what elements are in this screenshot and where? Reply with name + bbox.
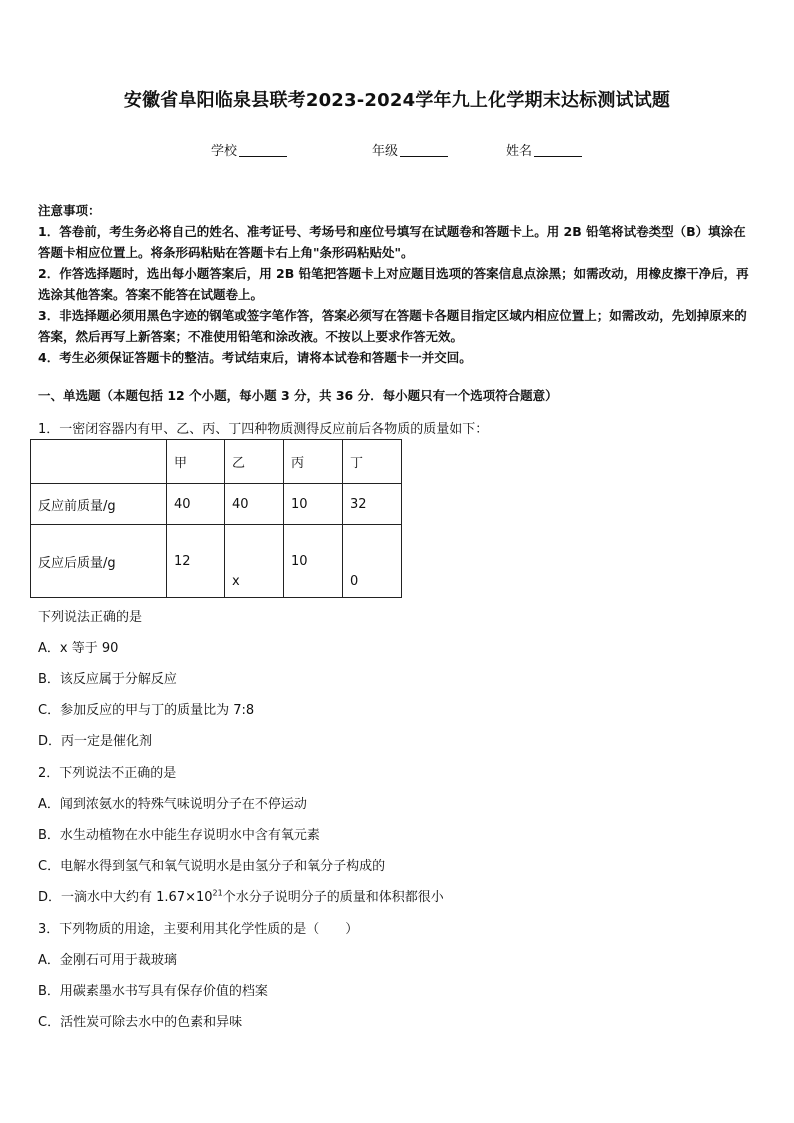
name-field	[506, 140, 582, 159]
q1-option-d: D．丙一定是催化剂	[38, 734, 153, 749]
grade-label: 年级	[372, 144, 399, 159]
q2-option-d	[38, 886, 444, 905]
table-cell: 12	[167, 525, 225, 598]
table-cell: 10	[284, 525, 343, 598]
table-cell: 10	[284, 484, 343, 525]
name-label: 姓名	[506, 144, 533, 159]
row-label: 反应前质量/g	[31, 484, 167, 525]
row-label: 反应后质量/g	[31, 525, 167, 598]
table-row	[31, 484, 402, 525]
table-header-cell: 丁	[343, 440, 402, 484]
q2-option-a: A．闻到浓氨水的特殊气味说明分子在不停运动	[38, 797, 307, 812]
q3-option-a: A．金刚石可用于裁玻璃	[38, 953, 177, 968]
mass-table	[30, 439, 402, 598]
table-row	[31, 525, 402, 598]
q1-stem: 1．一密闭容器内有甲、乙、丙、丁四种物质测得反应前后各物质的质量如下：	[38, 422, 489, 437]
q3-stem: 3．下列物质的用途，主要利用其化学性质的是（ ）	[38, 922, 359, 937]
notes-block	[38, 200, 758, 368]
q2-option-d-exponent: 21	[212, 888, 223, 898]
table-cell: 32	[343, 484, 402, 525]
section-heading: 一、单选题（本题包括 12 个小题，每小题 3 分，共 36 分．每小题只有一个选项符合题意）	[38, 388, 558, 403]
school-label: 学校	[211, 144, 238, 159]
school-blank[interactable]	[239, 143, 287, 157]
table-cell	[31, 440, 167, 484]
q1-prompt: 下列说法正确的是	[38, 610, 143, 625]
q3-option-b: B．用碳素墨水书写具有保存价值的档案	[38, 984, 268, 999]
school-field	[211, 140, 287, 159]
table-cell: 40	[225, 484, 284, 525]
q3-option-c: C．活性炭可除去水中的色素和异味	[38, 1015, 243, 1030]
table-cell: 0	[343, 525, 402, 598]
q1-option-c: C．参加反应的甲与丁的质量比为 7:8	[38, 703, 255, 718]
note-item: 3．非选择题必须用黑色字迹的钢笔或签字笔作答，答案必须写在答题卡各题目指定区域内相应位置上；如需改动，先划掉原来的答案，然后再写上新答案；不准使用铅笔和涂改液。不按以上要求作答无效。	[38, 308, 747, 344]
grade-field	[372, 140, 448, 159]
table-header-cell: 丙	[284, 440, 343, 484]
q2-option-c: C．电解水得到氢气和氧气说明水是由氢分子和氧分子构成的	[38, 859, 386, 874]
q2-option-b: B．水生动植物在水中能生存说明水中含有氧元素	[38, 828, 320, 843]
name-blank[interactable]	[534, 143, 582, 157]
table-header-row	[31, 440, 402, 484]
q1-option-a: A．x 等于 90	[38, 641, 119, 656]
note-item: 1．答卷前，考生务必将自己的姓名、准考证号、考场号和座位号填写在试题卷和答题卡上。用 2B 铅笔将试卷类型（B）填涂在答题卡相应位置上。将条形码粘贴在答题卡右上角"条形码粘贴处"。	[38, 224, 746, 260]
exam-title: 安徽省阜阳临泉县联考2023-2024学年九上化学期末达标测试试题	[123, 90, 671, 111]
grade-blank[interactable]	[400, 143, 448, 157]
table-header-cell: 甲	[167, 440, 225, 484]
q2-option-d-text-end: 个水分子说明分子的质量和体积都很小	[222, 890, 444, 905]
table-cell: x	[225, 525, 284, 598]
notes-heading: 注意事项：	[38, 203, 101, 218]
table-cell: 40	[167, 484, 225, 525]
q2-stem: 2．下列说法不正确的是	[38, 766, 177, 781]
note-item: 4．考生必须保证答题卡的整洁。考试结束后，请将本试卷和答题卡一并交回。	[38, 350, 472, 365]
q2-option-d-text: D．一滴水中大约有 1.67×10	[38, 890, 213, 905]
note-item: 2．作答选择题时，选出每小题答案后，用 2B 铅笔把答题卡上对应题目选项的答案信息点涂黑；如需改动，用橡皮擦干净后，再选涂其他答案。答案不能答在试题卷上。	[38, 266, 749, 302]
q1-option-b: B．该反应属于分解反应	[38, 672, 177, 687]
table-header-cell: 乙	[225, 440, 284, 484]
